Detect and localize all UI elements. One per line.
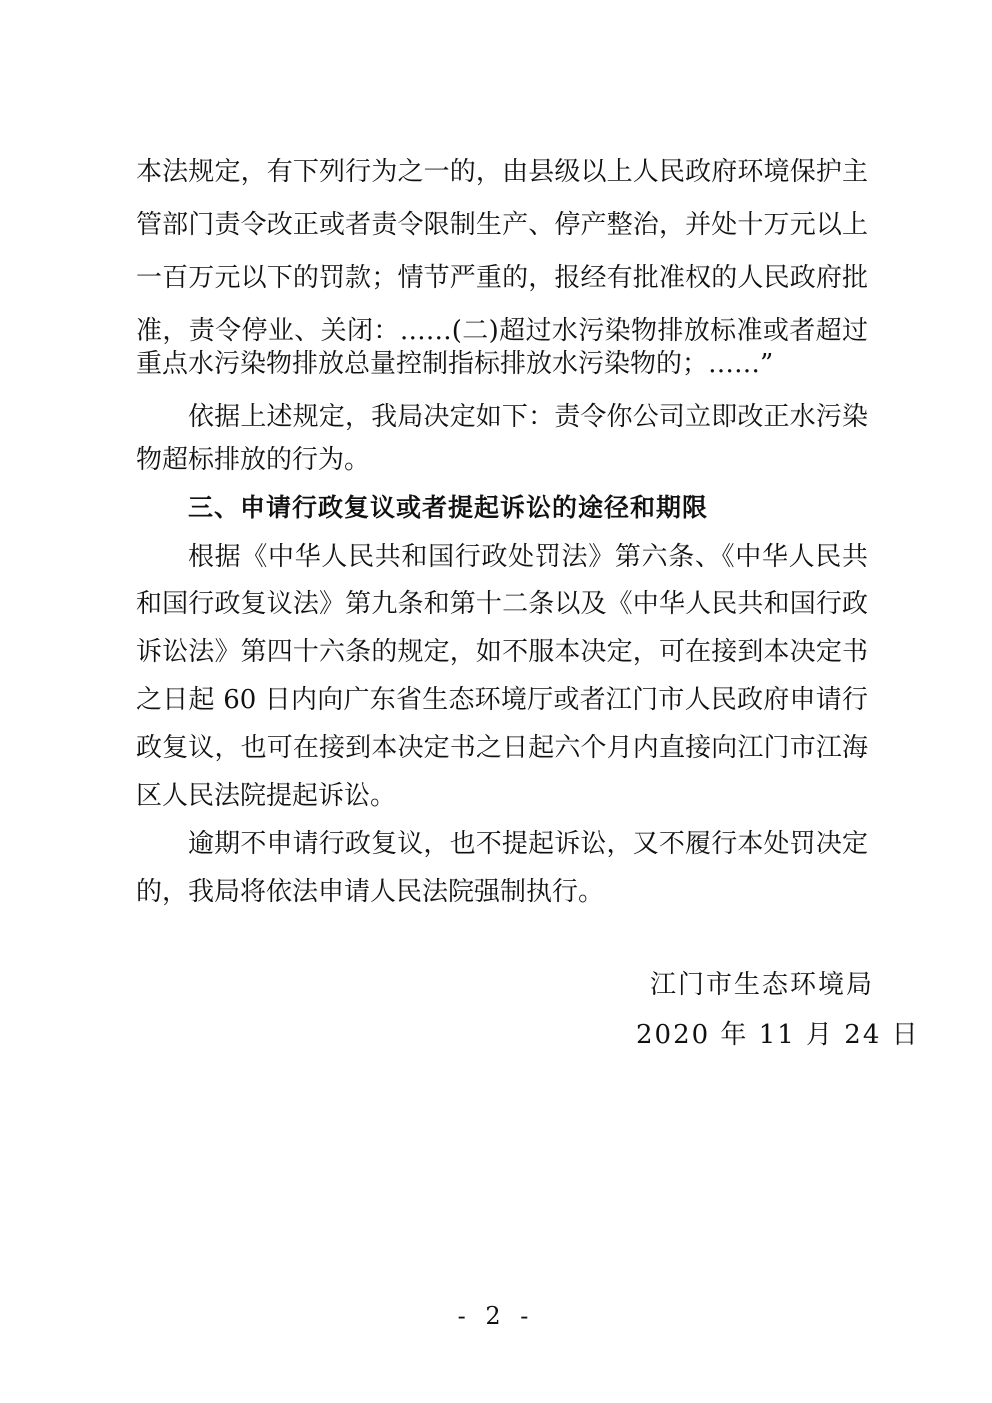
body-line: 一百万元以下的罚款；情节严重的，报经有批准权的人民政府批 xyxy=(136,263,868,293)
signature-date: 2020 年 11 月 24 日 xyxy=(636,1020,920,1050)
body-line: 本法规定，有下列行为之一的，由县级以上人民政府环境保护主 xyxy=(136,157,868,187)
signature-organization: 江门市生态环境局 xyxy=(650,970,875,1000)
body-line: 逾期不申请行政复议，也不提起诉讼，又不履行本处罚决定 xyxy=(188,829,868,859)
section-heading: 三、申请行政复议或者提起诉讼的途径和期限 xyxy=(188,493,709,522)
body-line: 物超标排放的行为。 xyxy=(136,445,371,475)
body-line: 之日起 60 日内向广东省生态环境厅或者江门市人民政府申请行 xyxy=(136,685,868,715)
body-line: 的，我局将依法申请人民法院强制执行。 xyxy=(136,877,605,907)
body-line: 根据《中华人民共和国行政处罚法》第六条、《中华人民共 xyxy=(188,542,868,572)
body-line: 和国行政复议法》第九条和第十二条以及《中华人民共和国行政 xyxy=(136,589,868,619)
body-line: 政复议，也可在接到本决定书之日起六个月内直接向江门市江海 xyxy=(136,733,868,763)
body-line: 区人民法院提起诉讼。 xyxy=(136,781,397,811)
body-line: 管部门责令改正或者责令限制生产、停产整治，并处十万元以上 xyxy=(136,210,868,240)
body-line: 诉讼法》第四十六条的规定，如不服本决定，可在接到本决定书 xyxy=(136,637,868,667)
page-number: - 2 - xyxy=(457,1302,535,1330)
body-line: 准，责令停业、关闭：……(二)超过水污染物排放标准或者超过 xyxy=(136,316,868,346)
body-line: 依据上述规定，我局决定如下：责令你公司立即改正水污染 xyxy=(188,402,868,432)
body-line: 重点水污染物排放总量控制指标排放水污染物的；……” xyxy=(136,349,774,379)
